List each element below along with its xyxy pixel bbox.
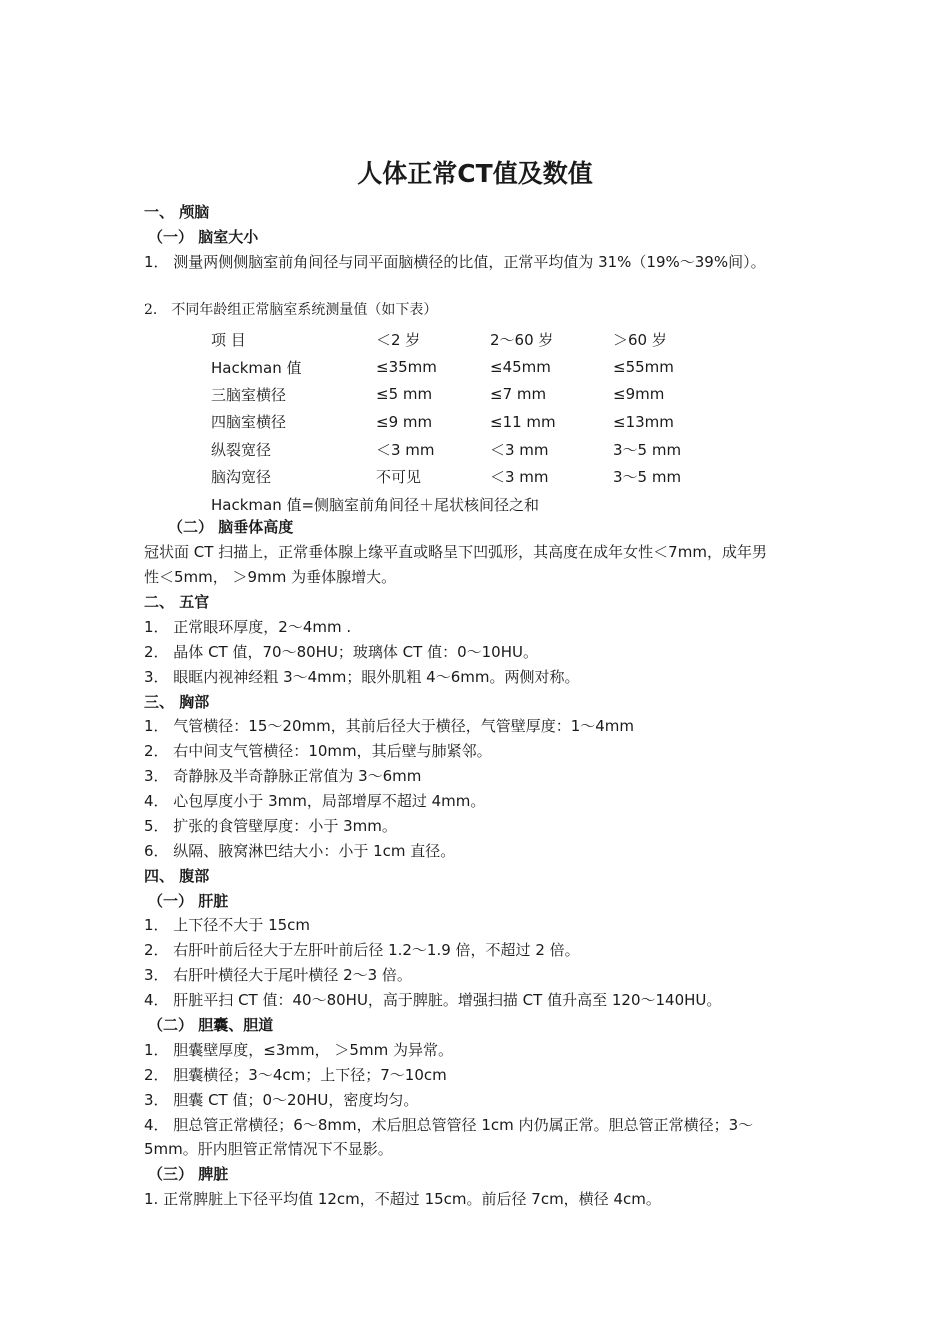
- list-item: 1． 正常眼环厚度，2～4mm .: [144, 618, 352, 636]
- section-heading-brain: 一、 颅脑: [144, 203, 210, 221]
- table-cell: ≤7 mm: [490, 385, 547, 404]
- list-item: 3． 奇静脉及半奇静脉正常值为 3～6mm: [144, 767, 422, 785]
- subsection-heading-spleen: （三） 脾脏: [148, 1165, 229, 1183]
- list-item: 1． 气管横径：15～20mm，其前后径大于横径，气管壁厚度：1～4mm: [144, 717, 635, 735]
- table-cell: 四脑室横径: [211, 413, 287, 432]
- list-item-continuation: 5mm。肝内胆管正常情况下不显影。: [144, 1140, 393, 1158]
- table-row: [211, 381, 723, 408]
- list-item: 2． 右中间支气管横径：10mm，其后壁与肺紧邻。: [144, 742, 492, 760]
- subsection-heading-gallbladder: （二） 胆囊、胆道: [148, 1016, 274, 1034]
- paragraph-ventricle-ratio: 1． 测量两侧侧脑室前角间径与同平面脑横径的比值，正常平均值为 31%（19%～39%间）。: [144, 253, 766, 271]
- subsection-heading-pituitary: （二） 脑垂体高度: [168, 518, 294, 536]
- list-item: 6． 纵隔、腋窝淋巴结大小：小于 1cm 直径。: [144, 842, 456, 860]
- table-cell: ≤9 mm: [376, 412, 433, 431]
- table-header-cell: 2～60 岁: [490, 331, 554, 350]
- table-cell: ≤11 mm: [490, 412, 556, 431]
- list-item: 1． 上下径不大于 15cm: [144, 916, 311, 934]
- table-cell: ≤35mm: [376, 358, 437, 377]
- table-header-cell: ＜2 岁: [376, 331, 421, 350]
- table-row: [211, 408, 723, 435]
- list-item: 1． 胆囊壁厚度，≤3mm， ＞5mm 为异常。: [144, 1041, 453, 1059]
- table-cell: ≤9mm: [613, 385, 665, 404]
- subsection-heading-ventricle-size: （一） 脑室大小: [148, 228, 259, 246]
- list-item: 4． 心包厚度小于 3mm，局部增厚不超过 4mm。: [144, 792, 486, 810]
- table-cell: ＜3 mm: [490, 440, 549, 459]
- list-item: 4． 胆总管正常横径；6～8mm，术后胆总管管径 1cm 内仍属正常。胆总管正常横径；3～: [144, 1116, 754, 1134]
- section-heading-chest: 三、 胸部: [144, 693, 210, 711]
- table-cell: 3～5 mm: [613, 468, 682, 487]
- table-cell: Hackman 值: [211, 358, 302, 377]
- table-note-row: [211, 490, 723, 517]
- table-cell: 三脑室横径: [211, 385, 287, 404]
- paragraph-pituitary-line-1: 冠状面 CT 扫描上，正常垂体腺上缘平直或略呈下凹弧形，其高度在成年女性＜7mm，成年男: [144, 543, 767, 561]
- table-header-cell: ＞60 岁: [613, 331, 667, 350]
- list-item: 3． 右肝叶横径大于尾叶横径 2～3 倍。: [144, 966, 412, 984]
- list-item: 1. 正常脾脏上下径平均值 12cm，不超过 15cm。前后径 7cm，横径 4cm。: [144, 1190, 661, 1208]
- list-item: 2． 晶体 CT 值，70～80HU；玻璃体 CT 值：0～10HU。: [144, 643, 538, 661]
- section-heading-facial: 二、 五官: [144, 593, 210, 611]
- table-cell: ＜3 mm: [490, 468, 549, 487]
- list-item: 2． 右肝叶前后径大于左肝叶前后径 1.2～1.9 倍，不超过 2 倍。: [144, 941, 580, 959]
- table-row: [211, 353, 723, 380]
- ventricle-measurement-table: [211, 326, 723, 518]
- paragraph-age-group-intro: 2． 不同年龄组正常脑室系统测量值（如下表）: [144, 302, 438, 318]
- page-title: 人体正常CT值及数值: [357, 159, 593, 188]
- table-cell: ≤13mm: [613, 412, 674, 431]
- table-cell: ≤45mm: [490, 358, 551, 377]
- table-cell: 脑沟宽径: [211, 468, 272, 487]
- subsection-heading-liver: （一） 肝脏: [148, 892, 229, 910]
- table-cell: 纵裂宽径: [211, 440, 272, 459]
- section-heading-abdomen: 四、 腹部: [144, 867, 210, 885]
- list-item: 4． 肝脏平扫 CT 值：40～80HU，高于脾脏。增强扫描 CT 值升高至 120～140HU。: [144, 991, 722, 1009]
- table-cell: 不可见: [376, 468, 422, 487]
- table-header-cell: 项 目: [211, 331, 246, 350]
- list-item: 3． 眼眶内视神经粗 3～4mm；眼外肌粗 4～6mm。两侧对称。: [144, 668, 580, 686]
- table-row: [211, 463, 723, 490]
- paragraph-pituitary-line-2: 性＜5mm， ＞9mm 为垂体腺增大。: [144, 568, 397, 586]
- table-note: Hackman 值=侧脑室前角间径＋尾状核间径之和: [211, 495, 540, 514]
- list-item: 3． 胆囊 CT 值；0～20HU，密度均匀。: [144, 1091, 419, 1109]
- table-cell: 3～5 mm: [613, 440, 682, 459]
- table-cell: ≤55mm: [613, 358, 674, 377]
- table-row: [211, 436, 723, 463]
- list-item: 2． 胆囊横径；3～4cm；上下径；7～10cm: [144, 1066, 447, 1084]
- list-item: 5． 扩张的食管壁厚度：小于 3mm。: [144, 817, 397, 835]
- table-cell: ＜3 mm: [376, 440, 435, 459]
- table-cell: ≤5 mm: [376, 385, 433, 404]
- table-header-row: [211, 326, 723, 353]
